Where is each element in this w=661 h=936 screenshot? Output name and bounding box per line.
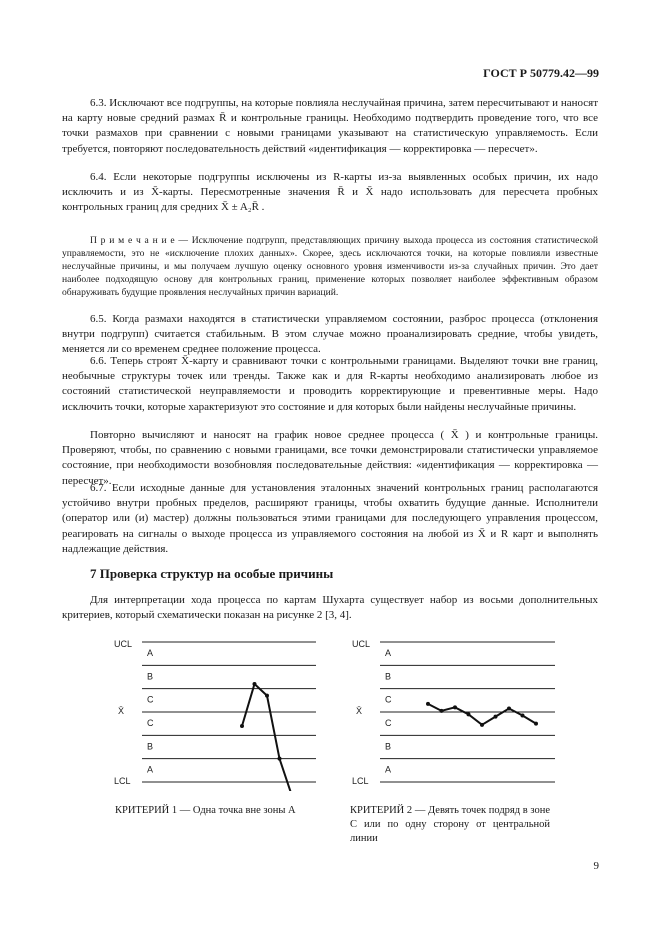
data-point — [265, 694, 269, 698]
zone-label: B — [147, 671, 154, 682]
document-code: ГОСТ Р 50779.42—99 — [483, 66, 599, 80]
zone-lines — [142, 642, 316, 782]
zone-labels — [147, 648, 154, 775]
data-point — [440, 709, 444, 713]
zone-label: A — [147, 648, 154, 658]
paragraph-6-4: 6.4. Если некоторые подгруппы исключены из R-карты из-за выявленных особых причин, их надо исключить и из X̄-карты. Пересмотренные значения R̄ и X̄ надо использовать для пересчета пробных контрольных границ для средних X̄ ± A₂R̄ . — [62, 171, 598, 214]
data-series — [198, 636, 294, 791]
data-point — [507, 707, 511, 711]
data-point — [278, 757, 282, 761]
data-point — [521, 714, 525, 718]
section-7-heading: 7 Проверка структур на особые причины — [90, 566, 334, 581]
criterion-2-chart — [350, 636, 570, 791]
page-number: 9 — [593, 860, 599, 872]
ucl-label: UCL — [114, 639, 133, 649]
ucl-label: UCL — [352, 639, 371, 649]
criterion-2-caption: КРИТЕРИЙ 2 — Девять точек подряд в зоне C или по одну сторону от центральной линии — [350, 805, 550, 844]
note-paragraph: П р и м е ч а н и е — Исключение подгрупп, представляющих причину выхода процесса из состояния статистической управляемости, это не «исключение плохих данных». Скорее, здесь исключаются точки, на которые повлияли известные неслучайные причины, и мы получаем лучшую оценку основного уровня изменчивости из-за случайных причин. Это дает наиболее подходящую основу для контрольных границ, применение которых позволяет наиболее эффективным образом обнаруживать будущие проявления неслучайных причин вариаций. — [62, 235, 598, 298]
data-point — [494, 715, 498, 719]
data-point — [480, 723, 484, 727]
zone-label: B — [147, 741, 154, 752]
zone-label: C — [147, 718, 154, 728]
paragraph-6-6: 6.6. Теперь строят X̄-карту и сравнивают точки с контрольными границами. Выделяют точки вне границ, необычные структуры точек или тренды. Также как и для R-карты необходимо анализировать любое из состояний статистической неуправляемости и проводить корректирующие и превентивные меры. Надо исключить точки, которые характеризуют это состояние и для которых были найдены неслучайные причины. — [62, 355, 598, 413]
zone-lines — [380, 642, 555, 782]
data-series — [426, 702, 538, 727]
section-7-intro: Для интерпретации хода процесса по картам Шухарта существует набор из восьми дополнительных критериев, который схематически показан на рисунке 2 [3, 4]. — [62, 594, 598, 622]
center-label: X̄ — [118, 706, 125, 716]
series-line — [242, 684, 292, 791]
zone-label: C — [147, 694, 154, 705]
lcl-label: LCL — [114, 776, 131, 786]
paragraph-6-5: 6.5. Когда размахи находятся в статистически управляемом состоянии, разброс процесса (отклонения внутри подгрупп) считается стабильным. В этом случае можно проанализировать средние, чтобы увидеть, меняется ли со временем среднее положение процесса. — [62, 313, 598, 356]
data-point — [467, 712, 471, 716]
zone-label: B — [385, 671, 392, 682]
data-point — [453, 705, 457, 709]
zone-label: B — [385, 741, 392, 752]
lcl-label: LCL — [352, 776, 369, 786]
zone-label: C — [385, 718, 392, 728]
center-label: X̄ — [356, 706, 363, 716]
data-point — [240, 724, 244, 728]
zone-label: A — [385, 764, 392, 775]
zone-labels — [385, 648, 392, 775]
zone-label: A — [385, 648, 392, 658]
zone-label: A — [147, 764, 154, 775]
series-line — [428, 704, 536, 725]
paragraph-6-3: 6.3. Исключают все подгруппы, на которые повлияла неслучайная причина, затем пересчитывают и наносят на карту новые средний размах R̄ и контрольные границы. Необходимо подтвердить проведение того, что все точки размахов при сравнении с новыми границами указывают на статистическую управляемость. Если требуется, повторяют последовательность действий «идентификация — корректировка — пересчет». — [62, 97, 598, 155]
data-point — [534, 722, 538, 726]
data-point — [253, 682, 257, 686]
paragraph-6-6-continued: Повторно вычисляют и наносят на график новое среднее процесса ( X̄ ) и контрольные границы. Проверяют, чтобы, по сравнению с новыми границами, все точки демонстрировали статистически управляемое состояние, при необходимости возобновляя последовательные действия: «идентификация — корректировка — пересчет». — [62, 429, 598, 487]
criterion-1-caption: КРИТЕРИЙ 1 — Одна точка вне зоны A — [115, 805, 296, 816]
criterion-1-chart — [106, 636, 326, 791]
paragraph-6-7: 6.7. Если исходные данные для установления эталонных значений контрольных границ располагаются устойчиво внутри пробных пределов, расширяют границы, чтобы охватить будущие данные. Исполнители (оператор или (и) мастер) должны пользоваться этими границами для последующего управления процессом, реагировать на сигналы о выходе процесса из управляемого состояния на любой из X̄ и R карт и выполнять надлежащие действия. — [62, 482, 598, 555]
data-point — [426, 702, 430, 706]
zone-label: C — [385, 694, 392, 705]
